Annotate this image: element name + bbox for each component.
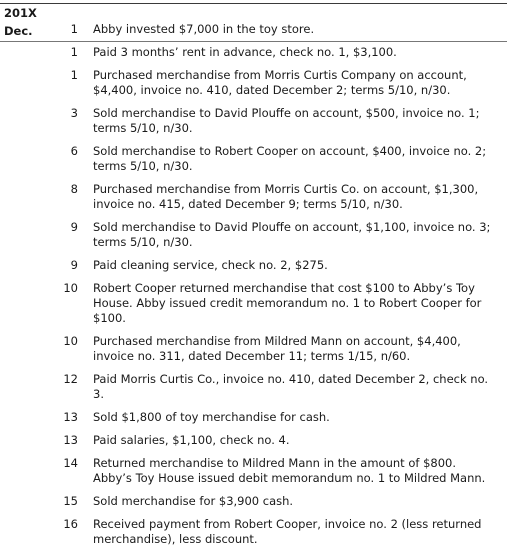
- entry-day: 16: [63, 517, 78, 531]
- transaction-entry: [0, 106, 507, 136]
- entry-day: 1: [70, 45, 78, 59]
- entry-description: Paid Morris Curtis Co., invoice no. 410, dated December 2, check no. 3.: [93, 372, 489, 401]
- entry-description: Sold merchandise to Robert Cooper on account, $400, invoice no. 2; terms 5/10, n/30.: [93, 144, 487, 173]
- transaction-entry: [0, 494, 507, 509]
- entry-day: 13: [63, 433, 78, 447]
- transaction-entry: [0, 334, 507, 364]
- transaction-entry: [0, 45, 507, 60]
- entry-day: 9: [70, 258, 78, 272]
- entry-day: 14: [63, 456, 78, 470]
- transaction-entry: [0, 517, 507, 547]
- transaction-entry: [0, 433, 507, 448]
- entry-day: 13: [63, 410, 78, 424]
- transaction-entry: [0, 22, 507, 37]
- entry-day: 10: [63, 281, 78, 295]
- entry-description: Purchased merchandise from Morris Curtis Company on account, $4,400, invoice no. 410, dated December 2; terms 5/10, n/30.: [93, 68, 467, 97]
- transaction-entry: [0, 410, 507, 425]
- transaction-entry: [0, 144, 507, 174]
- transaction-list: [0, 22, 507, 555]
- year-heading: 201X: [4, 6, 37, 20]
- transaction-entry: [0, 281, 507, 326]
- top-rule: [0, 3, 507, 4]
- transaction-entry: [0, 456, 507, 486]
- month-heading: Dec.: [4, 24, 33, 38]
- transaction-entry: [0, 68, 507, 98]
- entry-day: 8: [70, 182, 78, 196]
- entry-description: Sold merchandise for $3,900 cash.: [93, 494, 294, 508]
- entry-description: Abby invested $7,000 in the toy store.: [93, 22, 315, 36]
- transaction-entry: [0, 372, 507, 402]
- entry-day: 9: [70, 220, 78, 234]
- transaction-entry: [0, 220, 507, 250]
- entry-description: Purchased merchandise from Mildred Mann on account, $4,400, invoice no. 311, dated December 11; terms 1/15, n/60.: [93, 334, 461, 363]
- entry-description: Paid cleaning service, check no. 2, $275.: [93, 258, 328, 272]
- entry-day: 1: [70, 68, 78, 82]
- entry-day: 6: [70, 144, 78, 158]
- entry-description: Sold merchandise to David Plouffe on account, $500, invoice no. 1; terms 5/10, n/30.: [93, 106, 480, 135]
- transaction-entry: [0, 182, 507, 212]
- entry-description: Robert Cooper returned merchandise that cost $100 to Abby’s Toy House. Abby issued credit memorandum no. 1 to Robert Cooper for $100.: [93, 281, 482, 325]
- entry-description: Paid salaries, $1,100, check no. 4.: [93, 433, 290, 447]
- entry-day: 10: [63, 334, 78, 348]
- entry-day: 1: [70, 22, 78, 36]
- entry-day: 12: [63, 372, 78, 386]
- entry-day: 15: [63, 494, 78, 508]
- transaction-entry: [0, 258, 507, 273]
- entry-description: Purchased merchandise from Morris Curtis Co. on account, $1,300, invoice no. 415, dated December 9; terms 5/10, n/30.: [93, 182, 479, 211]
- entry-description: Sold $1,800 of toy merchandise for cash.: [93, 410, 330, 424]
- entry-description: Sold merchandise to David Plouffe on account, $1,100, invoice no. 3; terms 5/10, n/30.: [93, 220, 491, 249]
- entry-description: Returned merchandise to Mildred Mann in the amount of $800. Abby’s Toy House issued debit memorandum no. 1 to Mildred Mann.: [93, 456, 486, 485]
- entry-day: 3: [70, 106, 78, 120]
- entry-description: Received payment from Robert Cooper, invoice no. 2 (less returned merchandise), less discount.: [93, 517, 482, 546]
- entry-description: Paid 3 months’ rent in advance, check no. 1, $3,100.: [93, 45, 397, 59]
